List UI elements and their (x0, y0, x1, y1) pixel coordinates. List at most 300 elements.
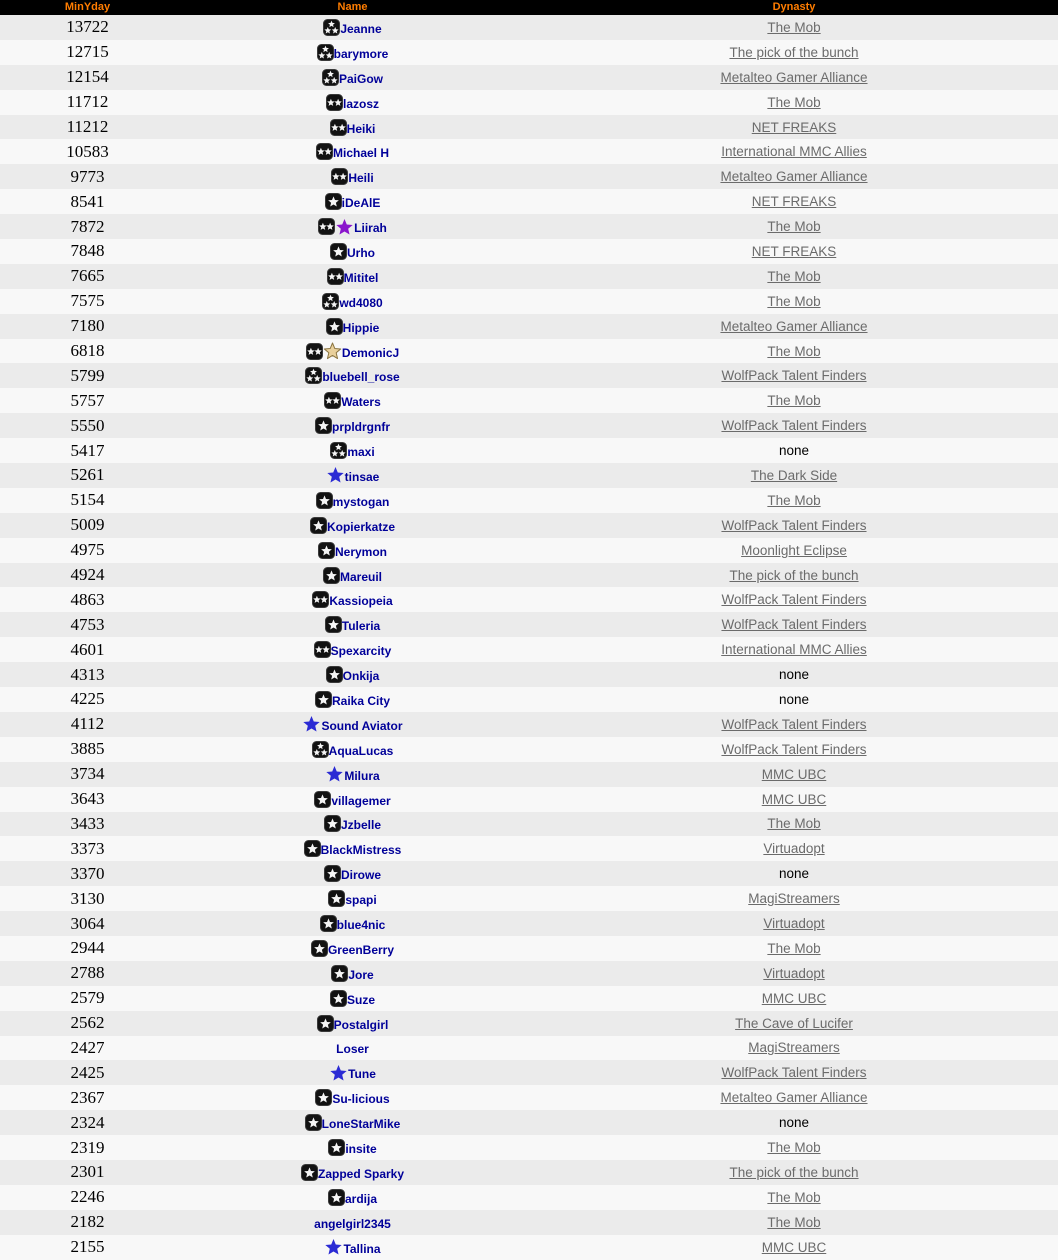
table-row (0, 787, 1058, 812)
player-name-link[interactable]: Suze (346, 992, 375, 1007)
dynasty-link[interactable]: The Mob (767, 940, 821, 956)
player-name-cell (175, 268, 530, 285)
table-row (0, 65, 1058, 90)
dynasty-link[interactable]: The Cave of Lucifer (735, 1015, 853, 1031)
player-name-cell (175, 69, 530, 86)
one-star-rank-badge-icon (301, 1164, 318, 1181)
table-row (0, 1036, 1058, 1061)
minyday-value: 2427 (70, 1037, 105, 1057)
player-name-link[interactable]: wd4080 (339, 295, 383, 310)
table-row (0, 264, 1058, 289)
dynasty-none-label: none (778, 691, 810, 707)
minyday-value: 11712 (66, 92, 109, 112)
player-name-cell (175, 94, 530, 111)
one-star-rank-badge-icon (304, 840, 321, 857)
dynasty-none-label: none (778, 866, 810, 882)
player-name-cell (175, 1114, 530, 1131)
player-name-link[interactable]: tinsae (344, 469, 380, 484)
one-star-rank-badge-icon (325, 193, 342, 210)
one-star-rank-badge-icon (317, 1015, 334, 1032)
two-star-rank-badge-icon (306, 343, 323, 360)
player-name-cell (175, 1238, 530, 1256)
minyday-value: 3373 (70, 838, 105, 858)
two-star-rank-badge-icon (312, 591, 329, 608)
player-name-cell (175, 691, 530, 708)
player-name-link[interactable]: Tune (348, 1067, 376, 1082)
table-row (0, 836, 1058, 861)
dynasty-link[interactable]: WolfPack Talent Finders (721, 418, 867, 434)
table-row (0, 1160, 1058, 1185)
minyday-value: 2562 (70, 1013, 105, 1033)
three-star-rank-badge-icon (322, 293, 339, 310)
player-name-link[interactable]: Jzbelle (340, 818, 382, 833)
minyday-value: 13722 (66, 17, 109, 37)
table-row (0, 936, 1058, 961)
dynasty-link[interactable]: The Mob (767, 393, 821, 409)
minyday-value: 5799 (70, 365, 105, 385)
column-header-dynasty: Dynasty (772, 1, 816, 13)
one-star-rank-badge-icon (330, 990, 347, 1007)
player-name-cell (175, 840, 530, 857)
minyday-value: 3734 (70, 764, 105, 784)
player-name-link[interactable]: Hippie (342, 320, 380, 335)
minyday-value: 4924 (70, 565, 105, 585)
two-star-rank-badge-icon (330, 119, 347, 136)
one-star-rank-badge-icon (315, 1089, 332, 1106)
dynasty-link[interactable]: Metalteo Gamer Alliance (720, 69, 868, 85)
dynasty-link[interactable]: MMC UBC (761, 766, 827, 782)
player-name-link[interactable]: BlackMistress (320, 843, 402, 858)
one-star-rank-badge-icon (320, 915, 337, 932)
player-name-link[interactable]: lazosz (342, 96, 379, 111)
player-name-cell (175, 119, 530, 136)
table-row (0, 886, 1058, 911)
dynasty-link[interactable]: The Mob (767, 343, 821, 359)
minyday-value: 4753 (70, 614, 105, 634)
player-name-link[interactable]: Milura (344, 768, 380, 783)
player-name-link[interactable]: Tallina (343, 1241, 381, 1256)
minyday-value: 4225 (70, 689, 105, 709)
table-row (0, 1135, 1058, 1160)
player-name-link[interactable]: angelgirl2345 (314, 1216, 391, 1231)
dynasty-link[interactable]: International MMC Allies (721, 642, 867, 658)
two-star-rank-badge-icon (331, 168, 348, 185)
minyday-value: 2944 (70, 938, 105, 958)
one-star-rank-badge-icon (326, 666, 343, 683)
player-name-cell (175, 591, 530, 608)
dynasty-link[interactable]: The Mob (767, 492, 821, 508)
table-row (0, 15, 1058, 40)
player-name-link[interactable]: LoneStarMike (321, 1117, 401, 1132)
player-name-cell (175, 1139, 530, 1156)
player-name-cell (175, 791, 530, 808)
dynasty-link[interactable]: WolfPack Talent Finders (721, 1065, 867, 1081)
table-row (0, 637, 1058, 662)
table-row (0, 189, 1058, 214)
table-row (0, 513, 1058, 538)
table-row (0, 314, 1058, 339)
minyday-value: 5550 (70, 415, 105, 435)
player-name-cell (175, 318, 530, 335)
player-name-link[interactable]: iDeAlE (341, 196, 381, 211)
minyday-value: 2319 (70, 1137, 105, 1157)
player-name-link[interactable]: Loser (336, 1042, 369, 1057)
player-name-cell (175, 965, 530, 982)
minyday-value: 7180 (70, 316, 105, 336)
player-name-link[interactable]: Zapped Sparky (317, 1166, 405, 1181)
table-row (0, 538, 1058, 563)
player-name-cell (175, 542, 530, 559)
dynasty-link[interactable]: WolfPack Talent Finders (721, 517, 867, 533)
dynasty-link[interactable]: Metalteo Gamer Alliance (720, 169, 868, 185)
dynasty-link[interactable]: The Mob (767, 1214, 821, 1230)
player-name-link[interactable]: Mareuil (339, 569, 382, 584)
one-star-rank-badge-icon (326, 318, 343, 335)
player-name-cell (175, 193, 530, 210)
player-name-link[interactable]: maxi (347, 445, 375, 460)
table-row (0, 1060, 1058, 1085)
dynasty-link[interactable]: MMC UBC (761, 990, 827, 1006)
player-name-cell (175, 342, 530, 360)
table-row (0, 488, 1058, 513)
dynasty-link[interactable]: The Mob (767, 219, 821, 235)
minyday-value: 2425 (70, 1062, 105, 1082)
minyday-value: 5009 (70, 515, 105, 535)
player-name-link[interactable]: ardija (344, 1191, 377, 1206)
minyday-value: 2301 (70, 1162, 105, 1182)
minyday-value: 8541 (70, 191, 105, 211)
player-name-link[interactable]: GreenBerry (327, 942, 395, 957)
minyday-value: 11212 (66, 117, 109, 136)
table-row (0, 289, 1058, 314)
one-star-rank-badge-icon (314, 791, 331, 808)
one-star-rank-badge-icon (328, 1139, 345, 1156)
player-name-cell (175, 243, 530, 260)
dynasty-link[interactable]: The Mob (767, 1189, 821, 1205)
minyday-value: 2246 (70, 1187, 105, 1207)
minyday-value: 5757 (70, 390, 105, 410)
dynasty-link[interactable]: NET FREAKS (751, 119, 837, 135)
dynasty-link[interactable]: Virtuadopt (763, 841, 825, 857)
player-name-link[interactable]: Dirowe (340, 868, 381, 883)
dynasty-link[interactable]: The Mob (767, 293, 821, 309)
one-star-rank-badge-icon (310, 517, 327, 534)
minyday-value: 2182 (70, 1212, 105, 1232)
player-name-link[interactable]: Heili (348, 171, 374, 186)
minyday-value: 3130 (70, 888, 105, 908)
blue-star-icon (329, 1064, 348, 1082)
minyday-value: 9773 (70, 166, 105, 186)
player-name-cell (175, 517, 530, 534)
player-name-cell (175, 19, 530, 36)
table-row (0, 90, 1058, 115)
two-star-rank-badge-icon (326, 94, 343, 111)
table-row (0, 986, 1058, 1011)
table-row (0, 1235, 1058, 1260)
one-star-rank-badge-icon (315, 417, 332, 434)
table-row (0, 1210, 1058, 1235)
table-row (0, 164, 1058, 189)
minyday-value: 4863 (70, 589, 105, 609)
player-name-cell (175, 990, 530, 1007)
player-name-cell (175, 293, 530, 310)
minyday-value: 4112 (70, 714, 105, 734)
minyday-value: 2579 (70, 988, 105, 1008)
table-row (0, 662, 1058, 687)
table-row (0, 687, 1058, 712)
dynasty-link[interactable]: The pick of the bunch (729, 44, 859, 60)
player-name-cell (175, 1039, 530, 1056)
blue-star-icon (324, 1238, 343, 1256)
player-name-cell (175, 865, 530, 882)
minyday-value: 3433 (70, 813, 105, 833)
player-name-link[interactable]: Heiki (346, 121, 376, 136)
player-name-link[interactable]: Jeanne (340, 21, 382, 36)
table-row (0, 438, 1058, 463)
player-name-link[interactable]: Jore (348, 967, 374, 982)
player-name-link[interactable]: blue4nic (336, 918, 386, 932)
column-header-minyday: MinYday (64, 1, 111, 13)
table-header-row (0, 0, 1058, 15)
player-name-cell (175, 715, 530, 733)
table-row (0, 812, 1058, 837)
one-star-rank-badge-icon (325, 616, 342, 633)
table-row (0, 363, 1058, 388)
dynasty-link[interactable]: International MMC Allies (721, 144, 867, 160)
table-row (0, 413, 1058, 438)
player-name-link[interactable]: Sound Aviator (321, 718, 403, 733)
dynasty-link[interactable]: The pick of the bunch (729, 1164, 859, 1180)
dynasty-link[interactable]: WolfPack Talent Finders (721, 741, 867, 757)
two-star-rank-badge-icon (318, 218, 335, 235)
minyday-value: 4313 (70, 664, 105, 684)
one-star-rank-badge-icon (324, 815, 341, 832)
table-row (0, 961, 1058, 986)
one-star-rank-badge-icon (328, 1189, 345, 1206)
three-star-rank-badge-icon (317, 44, 334, 61)
blue-star-icon (326, 466, 345, 484)
player-name-link[interactable]: insite (345, 1142, 377, 1157)
one-star-rank-badge-icon (316, 492, 333, 509)
player-name-link[interactable]: Postalgirl (333, 1017, 389, 1032)
player-name-link[interactable]: Kassiopeia (329, 594, 393, 609)
table-row (0, 139, 1058, 164)
one-star-rank-badge-icon (330, 243, 347, 260)
dynasty-link[interactable]: MMC UBC (761, 791, 827, 807)
player-name-cell (175, 466, 530, 484)
player-name-link[interactable]: mystogan (332, 494, 390, 509)
player-name-link[interactable]: DemonicJ (341, 345, 400, 360)
blue-star-icon (325, 765, 344, 783)
one-star-rank-badge-icon (318, 542, 335, 559)
dynasty-link[interactable]: Virtuadopt (763, 916, 825, 931)
player-name-link[interactable]: Liirah (354, 221, 387, 236)
player-name-cell (175, 392, 530, 409)
dynasty-link[interactable]: Metalteo Gamer Alliance (720, 1090, 868, 1106)
minyday-value: 2788 (70, 963, 105, 983)
player-name-link[interactable]: Nerymon (334, 544, 387, 559)
player-name-cell (175, 44, 530, 61)
player-name-cell (175, 641, 530, 658)
minyday-value: 5417 (70, 440, 105, 460)
two-star-rank-badge-icon (314, 641, 331, 658)
table-row (0, 388, 1058, 413)
player-name-cell (175, 1089, 530, 1106)
player-name-link[interactable]: AquaLucas (328, 743, 394, 758)
dynasty-none-label: none (778, 667, 810, 683)
three-star-rank-badge-icon (322, 69, 339, 86)
minyday-value: 3064 (70, 913, 105, 933)
minyday-value: 7848 (70, 241, 105, 261)
one-star-rank-badge-icon (328, 890, 345, 907)
table-row (0, 712, 1058, 737)
player-name-link[interactable]: Michael H (332, 146, 389, 161)
dynasty-link[interactable]: WolfPack Talent Finders (721, 592, 867, 608)
player-name-link[interactable]: Tuleria (341, 619, 381, 634)
dynasty-link[interactable]: The Dark Side (750, 467, 838, 483)
three-star-rank-badge-icon (330, 442, 347, 459)
player-name-link[interactable]: villagemer (331, 793, 391, 808)
minyday-value: 7575 (70, 291, 105, 311)
one-star-rank-badge-icon (311, 940, 328, 957)
three-star-rank-badge-icon (323, 19, 340, 36)
column-header-name: Name (337, 1, 368, 13)
player-name-cell (175, 1015, 530, 1032)
player-name-link[interactable]: PaiGow (338, 71, 383, 86)
minyday-value: 3885 (70, 739, 105, 759)
dynasty-link[interactable]: Metalteo Gamer Alliance (720, 318, 868, 334)
table-row (0, 1185, 1058, 1210)
dynasty-link[interactable]: The Mob (767, 19, 821, 35)
player-name-link[interactable]: Raika City (331, 693, 391, 708)
table-row (0, 563, 1058, 588)
player-name-cell (175, 417, 530, 434)
three-star-rank-badge-icon (312, 741, 329, 758)
player-name-link[interactable]: bluebell_rose (322, 370, 400, 385)
player-name-link[interactable]: prpldrgnfr (332, 420, 390, 435)
dynasty-link[interactable]: WolfPack Talent Finders (721, 617, 867, 633)
table-row (0, 612, 1058, 637)
player-name-cell (175, 666, 530, 683)
player-name-link[interactable]: Onkija (342, 669, 380, 684)
player-name-cell (175, 765, 530, 783)
two-star-rank-badge-icon (327, 268, 344, 285)
player-name-cell (175, 367, 530, 384)
dynasty-none-label: none (778, 443, 810, 459)
table-row (0, 737, 1058, 762)
minyday-value: 5261 (70, 465, 105, 485)
table-row (0, 40, 1058, 65)
minyday-value: 10583 (66, 141, 109, 161)
purple-star-icon (335, 218, 354, 236)
minyday-value: 2155 (70, 1237, 105, 1257)
one-star-rank-badge-icon (323, 567, 340, 584)
minyday-value: 2324 (70, 1112, 105, 1132)
two-star-rank-badge-icon (316, 143, 333, 160)
dynasty-none-label: none (778, 1115, 810, 1131)
table-row (0, 1110, 1058, 1135)
minyday-value: 2367 (70, 1087, 105, 1107)
player-name-cell (175, 1214, 530, 1231)
table-row (0, 339, 1058, 364)
table-row (0, 115, 1058, 140)
dynasty-link[interactable]: Virtuadopt (763, 965, 825, 981)
one-star-rank-badge-icon (331, 965, 348, 982)
table-row (0, 239, 1058, 264)
table-row (0, 587, 1058, 612)
player-name-cell (175, 890, 530, 907)
minyday-value: 5154 (70, 490, 105, 510)
player-name-link[interactable]: Kopierkatze (326, 519, 396, 534)
player-name-cell (175, 218, 530, 236)
minyday-value: 12154 (66, 67, 109, 87)
minyday-value: 7665 (70, 266, 105, 286)
blue-star-icon (302, 715, 321, 733)
dynasty-link[interactable]: NET FREAKS (751, 194, 837, 210)
player-name-link[interactable]: barymore (333, 46, 389, 61)
dynasty-link[interactable]: The Mob (767, 816, 821, 832)
player-name-cell (175, 143, 530, 160)
table-row (0, 1085, 1058, 1110)
dynasty-link[interactable]: The Mob (767, 94, 821, 110)
player-name-link[interactable]: Spexarcity (330, 644, 392, 659)
player-name-cell (175, 1189, 530, 1206)
player-name-cell (175, 815, 530, 832)
dynasty-link[interactable]: WolfPack Talent Finders (721, 716, 867, 732)
table-row (0, 762, 1058, 787)
dynasty-link[interactable]: MagiStreamers (748, 1040, 840, 1056)
player-name-cell (175, 940, 530, 957)
player-name-link[interactable]: Waters (341, 395, 381, 410)
player-name-link[interactable]: spapi (345, 893, 377, 908)
dynasty-link[interactable]: WolfPack Talent Finders (721, 368, 867, 384)
minyday-value: 3643 (70, 789, 105, 809)
two-star-rank-badge-icon (324, 392, 341, 409)
player-name-cell (175, 1064, 530, 1082)
player-name-cell (175, 168, 530, 185)
table-row (0, 861, 1058, 886)
one-star-rank-badge-icon (324, 865, 341, 882)
player-name-link[interactable]: Su-licious (332, 1092, 390, 1107)
minyday-value: 7872 (70, 216, 105, 236)
dynasty-link[interactable]: MMC UBC (761, 1239, 827, 1255)
player-name-cell (175, 915, 530, 932)
minyday-value: 4601 (70, 639, 105, 659)
player-name-cell (175, 567, 530, 584)
dynasty-link[interactable]: The Mob (767, 1140, 821, 1156)
one-star-rank-badge-icon (305, 1114, 322, 1131)
minyday-value: 6818 (70, 341, 105, 361)
dynasty-link[interactable]: The Mob (767, 268, 821, 284)
table-row (0, 463, 1058, 488)
dynasty-link[interactable]: MagiStreamers (748, 891, 840, 907)
one-star-rank-badge-icon (315, 691, 332, 708)
player-name-cell (175, 741, 530, 758)
dynasty-link[interactable]: NET FREAKS (751, 243, 837, 259)
player-name-link[interactable]: Mititel (343, 270, 379, 285)
minyday-value: 3370 (70, 863, 105, 883)
minyday-value: 4975 (70, 540, 105, 560)
table-row (0, 214, 1058, 239)
player-name-cell (175, 442, 530, 459)
table-row (0, 911, 1058, 936)
dynasty-link[interactable]: The pick of the bunch (729, 567, 859, 583)
gold-star-icon (323, 342, 342, 360)
table-row (0, 1011, 1058, 1036)
player-name-link[interactable]: Urho (347, 245, 375, 260)
dynasty-link[interactable]: Moonlight Eclipse (741, 542, 847, 558)
minyday-value: 12715 (66, 42, 109, 62)
